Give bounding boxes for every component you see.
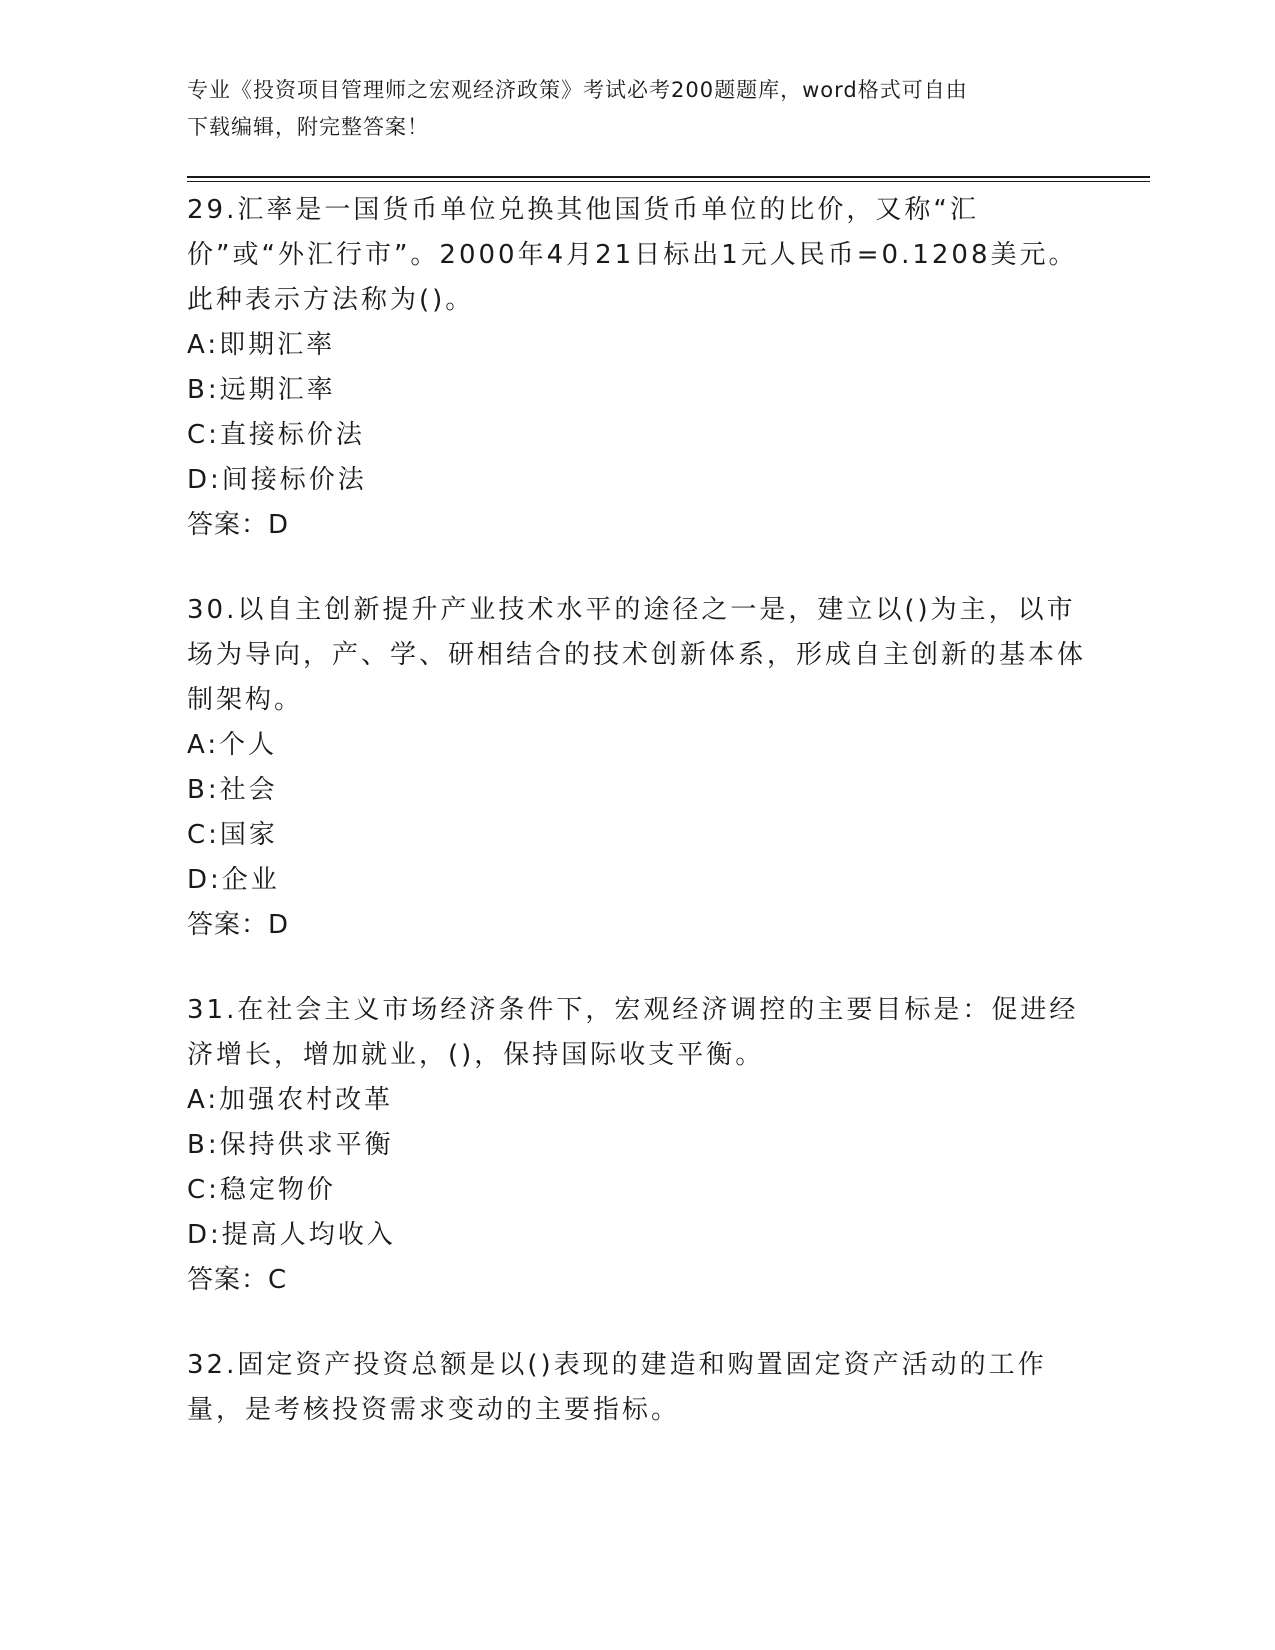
question-stem: 30.以自主创新提升产业技术水平的途径之一是，建立以()为主，以市场为导向，产、学、研相结合的技术创新体系，形成自主创新的基本体制架构。 [187, 595, 1087, 715]
option-a: A:个人 [187, 730, 278, 760]
header-divider-thick [187, 176, 1150, 178]
option-d: D:间接标价法 [187, 465, 367, 495]
option-d: D:提高人均收入 [187, 1220, 396, 1250]
option-b: B:保持供求平衡 [187, 1130, 394, 1160]
question-30 [187, 588, 1087, 948]
question-31 [187, 988, 1087, 1303]
option-c: C:国家 [187, 820, 278, 850]
answer: 答案：D [187, 510, 290, 540]
question-29 [187, 188, 1087, 548]
header-line-1: 专业《投资项目管理师之宏观经济政策》考试必考200题题库，word格式可自由 [187, 78, 968, 102]
answer: 答案：D [187, 910, 290, 940]
option-c: C:稳定物价 [187, 1175, 336, 1205]
question-stem: 32.固定资产投资总额是以()表现的建造和购置固定资产活动的工作量，是考核投资需求变动的主要指标。 [187, 1350, 1047, 1425]
option-c: C:直接标价法 [187, 420, 365, 450]
question-stem: 29.汇率是一国货币单位兑换其他国货币单位的比价，又称“汇价”或“外汇行市”。2000年4月21日标出1元人民币=0.1208美元。此种表示方法称为()。 [187, 195, 1078, 315]
question-list [187, 188, 1087, 1473]
option-d: D:企业 [187, 865, 280, 895]
option-a: A:加强农村改革 [187, 1085, 394, 1115]
question-stem: 31.在社会主义市场经济条件下，宏观经济调控的主要目标是：促进经济增长，增加就业，()，保持国际收支平衡。 [187, 995, 1079, 1070]
question-32 [187, 1343, 1087, 1433]
option-b: B:远期汇率 [187, 375, 336, 405]
answer: 答案：C [187, 1265, 288, 1295]
option-b: B:社会 [187, 775, 278, 805]
header-line-2: 下载编辑，附完整答案！ [187, 115, 429, 139]
option-a: A:即期汇率 [187, 330, 336, 360]
header-divider-thin [187, 181, 1150, 182]
document-header [187, 72, 1067, 146]
